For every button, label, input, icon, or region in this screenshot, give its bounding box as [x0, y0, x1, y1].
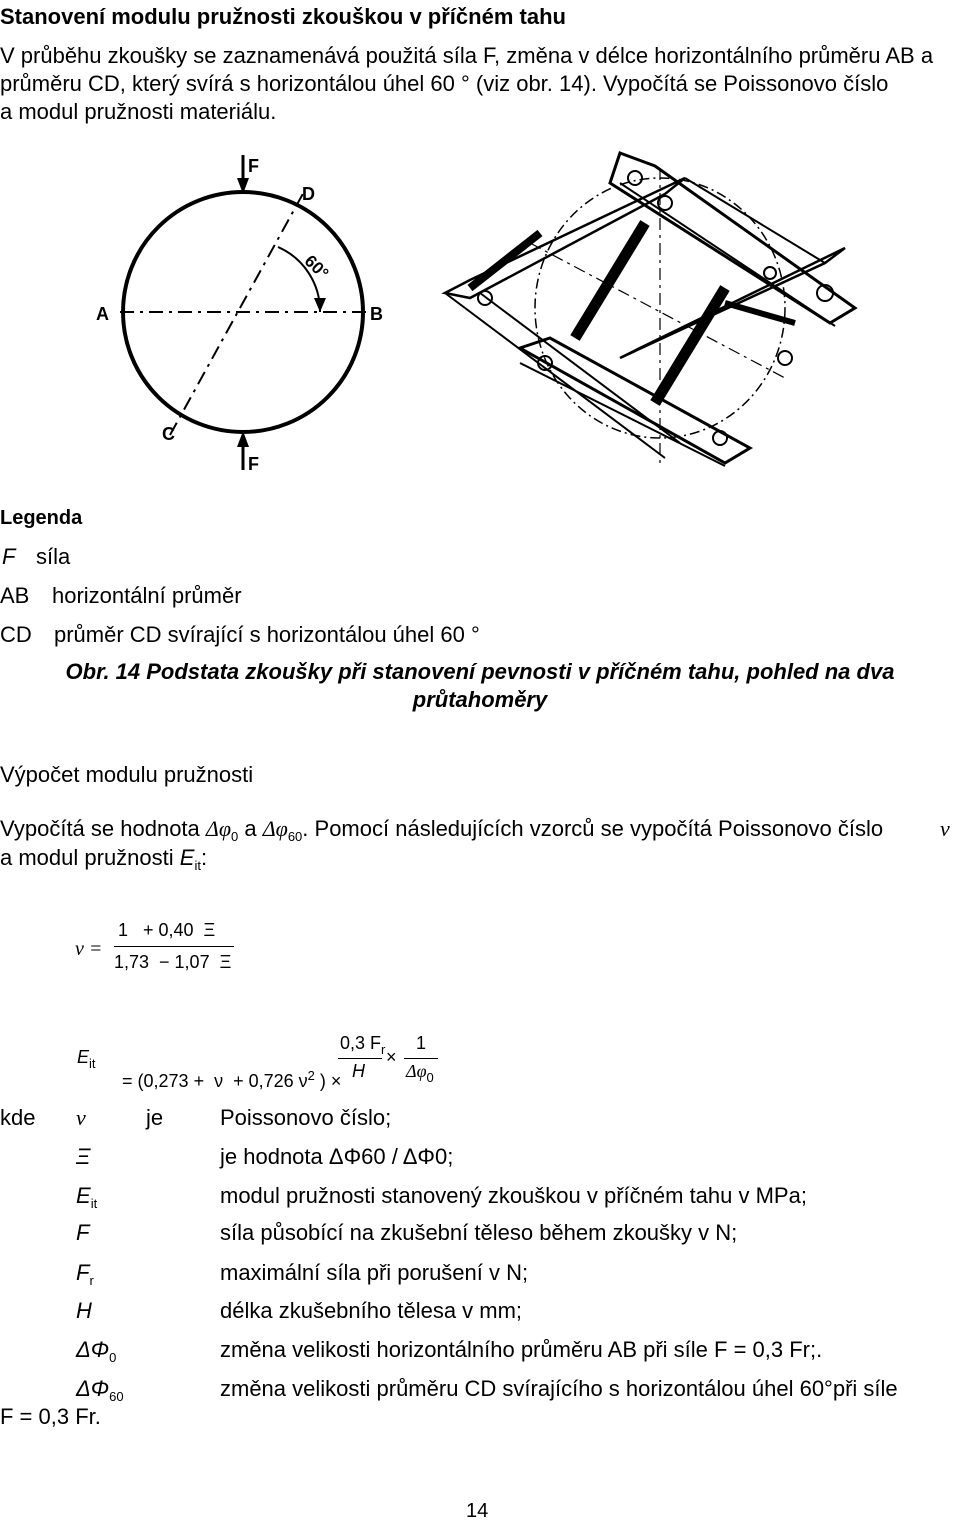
formula2-lhs: $E_{it}$ — [77, 1047, 96, 1071]
formula1-numerator: 1 + 0,40 Ξ — [118, 920, 216, 940]
legend-text-f: síla — [36, 544, 71, 569]
def-sym-f: F — [76, 1220, 90, 1245]
section-title: Stanovení modulu pružnosti zkouškou v příčném tahu — [0, 4, 566, 29]
formula2-frac2-num: 1 — [416, 1033, 427, 1053]
page-number: 14 — [466, 1500, 489, 1522]
legend-sym-f: F — [2, 544, 16, 569]
def-sym-fr: $F_r$ — [76, 1260, 94, 1288]
def-text-f: síla působící na zkušební těleso během zkoušky v N; — [220, 1220, 738, 1245]
def-text-dphi0: změna velikosti horizontálního průměru AB při síle F = 0,3 Fr;. — [220, 1337, 823, 1362]
def-tail: F = 0,3 Fr. — [0, 1404, 101, 1429]
formula2-frac2-line — [404, 1058, 438, 1059]
def-text-fr: maximální síla při porušení v N; — [220, 1260, 529, 1285]
legend-sym-ab: AB — [0, 583, 30, 608]
legend-title: Legenda — [0, 507, 83, 529]
label-d: D — [302, 184, 315, 204]
gauge-bar-left — [575, 223, 645, 338]
legend-sym-cd: CD — [0, 622, 32, 647]
def-sym-xi: Ξ — [76, 1144, 91, 1169]
intro-line-2: průměru CD, který svírá s horizontálou úhel 60 ° (viz obr. 14). Vypočítá se Poissonovo číslo — [0, 71, 889, 96]
label-b: B — [370, 304, 383, 324]
intro-line-1: V průběhu zkoušky se zaznamenává použitá síla F, změna v délce horizontálního průměru AB a — [0, 43, 934, 68]
formula1-denominator: 1,73 − 1,07 Ξ — [114, 952, 232, 972]
def-text-h: délka zkušebního tělesa v mm; — [220, 1298, 523, 1323]
def-sym-dphi0: $\Delta\Phi_0$ — [76, 1337, 117, 1365]
schematic-diagram — [80, 150, 410, 485]
calc-paragraph-line-2: a modul pružnosti $E_{it}$: — [0, 845, 208, 873]
label-a: A — [96, 304, 109, 324]
formula1-fraction-line — [114, 946, 234, 947]
formula2-frac2-den: $\Delta\varphi_0$ — [406, 1061, 434, 1085]
def-sym-eit: $E_{it}$ — [76, 1183, 98, 1211]
label-f-bottom: F — [248, 454, 259, 474]
definitions-kde: kde — [0, 1105, 36, 1130]
formula2-frac1-line — [338, 1058, 382, 1059]
figure-caption-line-1: Obr. 14 Podstata zkoušky při stanovení pevnosti v příčném tahu, pohled na dva — [65, 659, 895, 684]
def-text-dphi60: změna velikosti průměru CD svírajícího s horizontálou úhel 60°při síle — [220, 1376, 898, 1401]
def-sym-nu: ν — [76, 1105, 86, 1130]
legend-text-cd: průměr CD svírající s horizontálou úhel 60 ° — [54, 622, 480, 647]
formula2-body: = (0,273 + ν + 0,726 $\nu^2$ ) × — [122, 1068, 342, 1091]
def-sym-dphi60: $\Delta\Phi_{60}$ — [76, 1376, 124, 1404]
figure-caption-line-2: průtahoměry — [412, 687, 548, 712]
calc-paragraph-line-1: Vypočítá se hodnota $\Delta\varphi_0$ a $\Delta\varphi_{60}$. Pomocí následujících vzorců se vypočítá Poissonovo číslo — [0, 816, 884, 844]
legend-text-ab: horizontální průměr — [52, 583, 242, 608]
formula2-frac1-den: H — [352, 1061, 365, 1081]
gauge-bar-right — [655, 288, 725, 403]
label-c: C — [162, 424, 175, 444]
def-text-eit: modul pružnosti stanovený zkouškou v příčném tahu v MPa; — [220, 1183, 807, 1208]
formula2-times: × — [386, 1047, 397, 1067]
def-text-xi: je hodnota ΔΦ60 / ΔΦ0; — [220, 1144, 454, 1169]
def-pre-nu: je — [146, 1105, 164, 1130]
formula2-frac1-num: 0,3 $F_r$ — [340, 1033, 386, 1057]
label-angle: 60° — [300, 251, 333, 284]
formula1-lhs: ν = — [75, 938, 103, 960]
label-f-top: F — [248, 156, 259, 176]
def-sym-h: H — [76, 1298, 92, 1323]
def-text-nu: Poissonovo číslo; — [220, 1105, 392, 1130]
intro-line-3: a modul pružnosti materiálu. — [0, 99, 277, 124]
calc-heading: Výpočet modulu pružnosti — [0, 762, 254, 787]
extensometer-drawing — [425, 148, 875, 468]
nu-symbol-inline: ν — [940, 816, 950, 841]
